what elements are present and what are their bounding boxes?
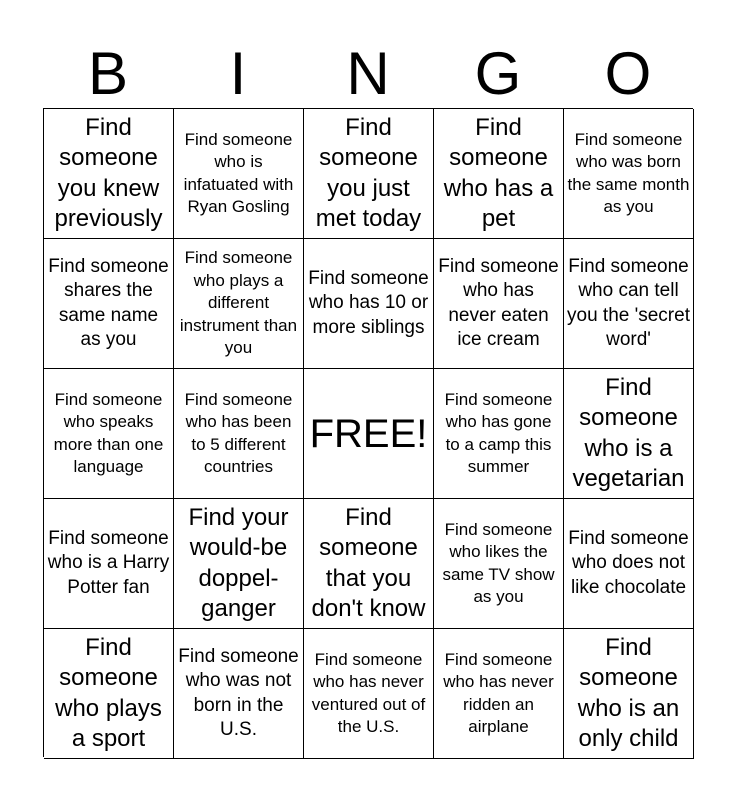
bingo-cell-r5c1[interactable] (44, 629, 174, 759)
cell-text: Find someone who is infatuated with Ryan Gosling (183, 129, 294, 216)
cell-text: Find someone you knew previously (54, 113, 163, 232)
cell-text: Find someone who can tell you the 'secret word' (567, 255, 690, 350)
bingo-cell-r1c1[interactable] (44, 109, 174, 239)
cell-text: Find someone who plays a different instrument than you (179, 248, 298, 358)
cell-text: Find someone who was born the same month as you (567, 129, 690, 216)
bingo-cell-r4c5[interactable] (564, 499, 694, 629)
bingo-cell-r5c5[interactable] (564, 629, 694, 759)
bingo-cell-r3c1[interactable] (44, 369, 174, 499)
cell-text: Find someone who has been to 5 different countries (184, 389, 293, 476)
cell-text: Find someone who likes the same TV show as you (442, 519, 555, 606)
cell-text: Find someone who does not like chocolate (568, 527, 689, 598)
bingo-cell-r5c3[interactable] (304, 629, 434, 759)
cell-text: Find someone who has never eaten ice cream (438, 255, 559, 350)
bingo-cell-r2c2[interactable] (174, 239, 304, 369)
bingo-cell-r2c5[interactable] (564, 239, 694, 369)
bingo-cell-r1c2[interactable] (174, 109, 304, 239)
cell-text: Find someone who is an only child (577, 633, 680, 752)
cell-text: Find someone shares the same name as you (48, 255, 169, 350)
bingo-cell-r3c4[interactable] (434, 369, 564, 499)
bingo-cell-r5c2[interactable] (174, 629, 304, 759)
bingo-cell-r3c2[interactable] (174, 369, 304, 499)
bingo-header (43, 40, 693, 108)
bingo-cell-r1c5[interactable] (564, 109, 694, 239)
header-letter-i: I (229, 40, 247, 107)
bingo-cell-free[interactable] (304, 369, 434, 499)
cell-text: Find your would-be doppel-ganger (188, 503, 289, 622)
cell-text: Find someone you just met today (315, 113, 422, 232)
header-letter-b: B (87, 40, 129, 107)
cell-text: Find someone that you don't know (311, 503, 426, 622)
bingo-cell-r2c1[interactable] (44, 239, 174, 369)
bingo-cell-r4c1[interactable] (44, 499, 174, 629)
bingo-cell-r4c2[interactable] (174, 499, 304, 629)
header-letter-o: O (604, 40, 652, 107)
cell-text: Find someone who has a pet (443, 113, 554, 232)
bingo-cell-r1c3[interactable] (304, 109, 434, 239)
bingo-grid (43, 108, 693, 757)
cell-text: Find someone who speaks more than one language (53, 389, 164, 476)
bingo-cell-r5c4[interactable] (434, 629, 564, 759)
free-space-text: FREE! (309, 411, 428, 456)
bingo-cell-r2c4[interactable] (434, 239, 564, 369)
bingo-cell-r3c5[interactable] (564, 369, 694, 499)
bingo-cell-r2c3[interactable] (304, 239, 434, 369)
cell-text: Find someone who is a Harry Potter fan (47, 527, 170, 598)
cell-text: Find someone who was not born in the U.S. (178, 645, 299, 740)
bingo-cell-r1c4[interactable] (434, 109, 564, 239)
cell-text: Find someone who has never ridden an airplane (443, 649, 554, 736)
cell-text: Find someone who has never ventured out of the U.S. (311, 649, 426, 736)
cell-text: Find someone who has 10 or more siblings (308, 267, 429, 338)
cell-text: Find someone who plays a sport (55, 633, 162, 752)
cell-text: Find someone who is a vegetarian (572, 373, 685, 492)
bingo-cell-r4c3[interactable] (304, 499, 434, 629)
header-letter-g: G (474, 40, 522, 107)
cell-text: Find someone who has gone to a camp this summer (444, 389, 553, 476)
bingo-cell-r4c4[interactable] (434, 499, 564, 629)
header-letter-n: N (346, 40, 390, 107)
